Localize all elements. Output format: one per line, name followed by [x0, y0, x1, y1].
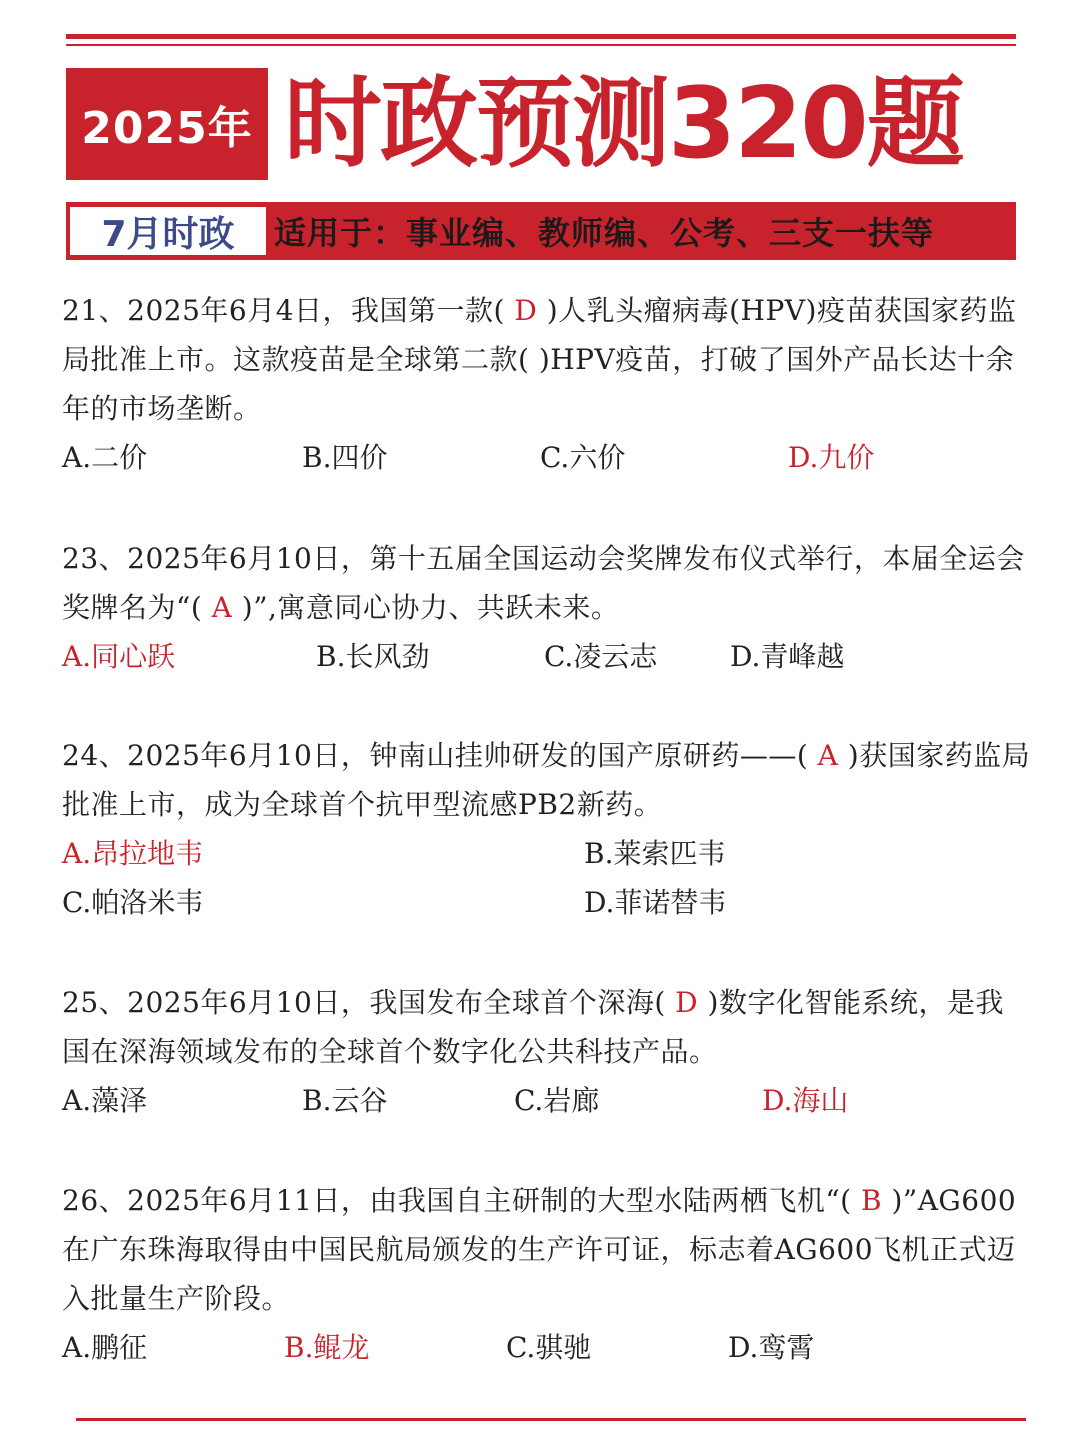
- question-text: 26、2025年6月11日，由我国自主研制的大型水陆两栖飞机“( B )”AG600在广东珠海取得由中国民航局颁发的生产许可证，标志着AG600飞机正式迈入批量生产阶段。: [62, 1184, 1017, 1315]
- option: B.莱索匹韦: [584, 837, 726, 870]
- options-row: [62, 632, 1032, 681]
- option: D.海山: [762, 1084, 849, 1117]
- question-text: 23、2025年6月10日，第十五届全国运动会奖牌发布仪式举行，本届全运会奖牌名为“( A )”,寓意同心协力、共跃未来。: [62, 542, 1025, 624]
- options-row: [62, 433, 1032, 482]
- answer-mark: B: [851, 1184, 892, 1217]
- answer-mark: D: [504, 294, 547, 327]
- question-item: [62, 978, 1032, 1125]
- answer-mark: A: [808, 739, 848, 772]
- options-row: [62, 1323, 1032, 1372]
- question-item: [62, 731, 1032, 927]
- answer-mark: A: [202, 591, 242, 624]
- option: A.藻泽: [62, 1084, 148, 1117]
- month-tag: 7月时政: [70, 207, 266, 255]
- option: C.凌云志: [544, 640, 658, 673]
- applies-to-text: 适用于：事业编、教师编、公考、三支一扶等: [274, 214, 935, 252]
- options-grid: [62, 829, 1032, 927]
- options-row: [62, 1076, 1032, 1125]
- option: D.九价: [788, 441, 875, 474]
- question-item: [62, 286, 1032, 482]
- option: B.长风劲: [316, 640, 430, 673]
- option: A.二价: [62, 441, 148, 474]
- question-text: 21、2025年6月4日，我国第一款( D )人乳头瘤病毒(HPV)疫苗获国家药监局批准上市。这款疫苗是全球第二款( )HPV疫苗，打破了国外产品长达十余年的市场垄断。: [62, 294, 1017, 425]
- audience-banner: [66, 202, 1016, 260]
- option: D.青峰越: [730, 640, 845, 673]
- year-label: 2025年: [66, 68, 268, 180]
- answer-mark: D: [665, 986, 708, 1019]
- top-rule-thin: [66, 44, 1016, 46]
- option: B.鲲龙: [284, 1331, 370, 1364]
- question-item: [62, 1176, 1032, 1372]
- option: B.四价: [302, 441, 388, 474]
- option: A.鹏征: [62, 1331, 148, 1364]
- question-item: [62, 534, 1032, 681]
- top-rule-thick: [66, 34, 1016, 39]
- question-text: 24、2025年6月10日，钟南山挂帅研发的国产原研药——( A )获国家药监局批准上市，成为全球首个抗甲型流感PB2新药。: [62, 739, 1031, 821]
- bottom-rule: [76, 1418, 1026, 1421]
- option: C.岩廊: [514, 1084, 600, 1117]
- option: A.昂拉地韦: [62, 837, 204, 870]
- option: D.鸾霄: [728, 1331, 815, 1364]
- option: B.云谷: [302, 1084, 388, 1117]
- option: A.同心跃: [62, 640, 176, 673]
- question-text: 25、2025年6月10日，我国发布全球首个深海( D )数字化智能系统，是我国在深海领域发布的全球首个数字化公共科技产品。: [62, 986, 1004, 1068]
- option: C.六价: [540, 441, 626, 474]
- option: C.骐驰: [506, 1331, 592, 1364]
- page-title: 时政预测320题: [284, 67, 963, 181]
- option: C.帕洛米韦: [62, 886, 204, 919]
- option: D.菲诺替韦: [584, 886, 727, 919]
